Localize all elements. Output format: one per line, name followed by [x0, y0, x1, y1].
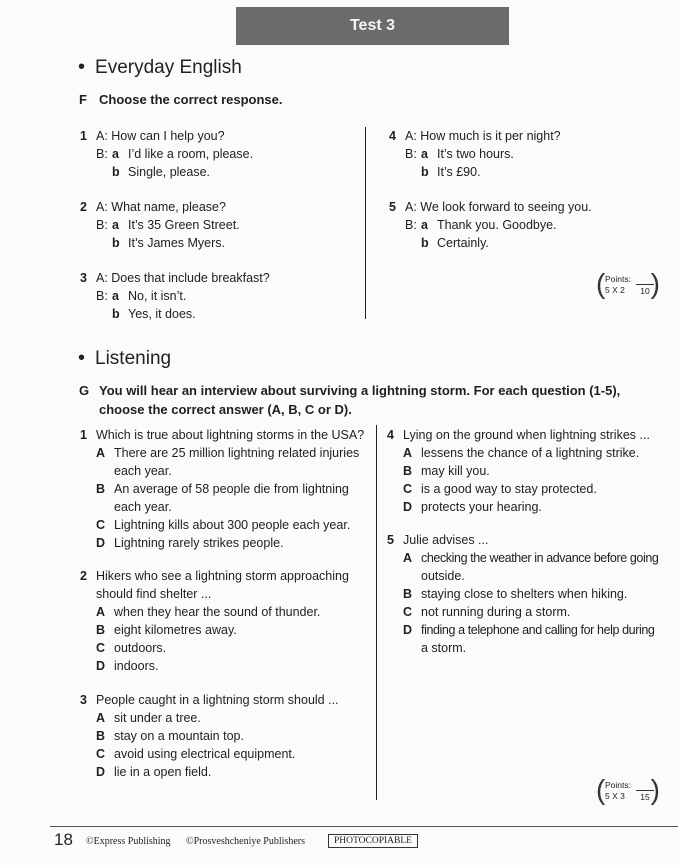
option-letter: A — [96, 605, 106, 619]
points-box-f — [596, 270, 660, 300]
instruction-f — [79, 90, 283, 109]
option-text-cont: each year. — [114, 500, 172, 514]
instruction-text-line1: You will hear an interview about surviving a lightning storm. For each question (1-5), — [99, 383, 621, 398]
speaker-label: B: — [96, 289, 108, 303]
option-text: outdoors. — [114, 641, 167, 655]
question-number: 5 — [389, 200, 396, 214]
speaker-label: B: — [96, 218, 108, 232]
question-g1 — [80, 426, 370, 552]
points-calc: 5 X 2 — [605, 285, 625, 295]
bracket-right-icon: ) — [650, 268, 660, 299]
option-text-cont: a storm. — [421, 641, 467, 655]
option-letter: b — [112, 236, 120, 250]
question-f4 — [389, 127, 669, 181]
option-text: stay on a mountain top. — [114, 729, 244, 743]
section-title: Listening — [95, 348, 172, 369]
option-letter: C — [96, 518, 106, 532]
option-text: may kill you. — [421, 464, 490, 478]
option-letter: A — [403, 446, 413, 460]
option-letter: D — [96, 536, 106, 550]
question-stem-cont: should find shelter ... — [96, 587, 212, 601]
option-text: eight kilometres away. — [114, 623, 237, 637]
publisher-credit-2: ©Prosveshcheniye Publishers — [186, 836, 305, 847]
option-text: Thank you. Goodbye. — [437, 218, 557, 232]
option-letter: a — [112, 218, 119, 232]
option-text: There are 25 million lightning related injuries — [114, 446, 360, 460]
option-text: lie in a open field. — [114, 765, 212, 779]
question-stem: Which is true about lightning storms in the USA? — [96, 428, 365, 442]
question-number: 1 — [80, 129, 87, 143]
question-number: 3 — [80, 693, 87, 707]
photocopiable-label: PHOTOCOPIABLE — [328, 834, 418, 848]
question-prompt: A: How much is it per night? — [405, 129, 561, 143]
question-f3 — [80, 269, 360, 323]
question-number: 2 — [80, 200, 87, 214]
instruction-text: Choose the correct response. — [99, 92, 283, 107]
option-letter: B — [96, 482, 106, 496]
question-stem: Lying on the ground when lightning strikes ... — [403, 428, 650, 442]
option-letter: A — [403, 551, 413, 565]
speaker-label: B: — [405, 147, 417, 161]
option-letter: D — [96, 765, 106, 779]
option-letter: b — [421, 236, 429, 250]
question-prompt: A: Does that include breakfast? — [96, 271, 270, 285]
question-stem: Hikers who see a lightning storm approaching — [96, 569, 349, 583]
question-f1 — [80, 127, 360, 181]
option-letter: a — [112, 147, 119, 161]
column-divider — [365, 127, 366, 319]
option-text: protects your hearing. — [421, 500, 542, 514]
question-prompt: A: How can I help you? — [96, 129, 225, 143]
option-text: It’s £90. — [437, 165, 481, 179]
points-label: Points: — [605, 780, 631, 790]
option-letter: A — [96, 711, 106, 725]
speaker-label: B: — [96, 147, 108, 161]
question-stem: Julie advises ... — [403, 533, 489, 547]
question-g5 — [387, 531, 677, 657]
option-text: Single, please. — [128, 165, 211, 179]
bracket-right-icon: ) — [650, 774, 660, 805]
option-text-cont: outside. — [421, 569, 465, 583]
option-text: It’s two hours. — [437, 147, 514, 161]
option-text: Lightning kills about 300 people each year. — [114, 518, 351, 532]
publisher-credit-1: ©Express Publishing — [86, 836, 171, 847]
option-letter: D — [96, 659, 106, 673]
question-number: 5 — [387, 533, 394, 547]
option-text: lessens the chance of a lightning strike. — [421, 446, 640, 460]
question-f2 — [80, 198, 360, 252]
question-number: 4 — [389, 129, 396, 143]
question-g3 — [80, 691, 370, 781]
option-letter: C — [403, 482, 413, 496]
option-letter: B — [403, 464, 413, 478]
option-text: It’s James Myers. — [128, 236, 226, 250]
question-prompt: A: What name, please? — [96, 200, 226, 214]
option-letter: B — [96, 729, 106, 743]
option-text: finding a telephone and calling for help during — [421, 623, 655, 637]
option-letter: B — [96, 623, 106, 637]
question-number: 2 — [80, 569, 87, 583]
exercise-letter: F — [79, 92, 87, 107]
page-number: 18 — [54, 830, 73, 849]
option-text: not running during a storm. — [421, 605, 571, 619]
bracket-left-icon: ( — [596, 774, 606, 805]
option-letter: D — [403, 500, 413, 514]
question-g2 — [80, 567, 370, 675]
points-total: 15 — [636, 790, 654, 803]
section-heading-listening — [78, 347, 171, 370]
option-text: An average of 58 people die from lightning — [114, 482, 349, 496]
question-number: 3 — [80, 271, 87, 285]
bracket-left-icon: ( — [596, 268, 606, 299]
option-letter: B — [403, 587, 413, 601]
test-banner: Test 3 — [236, 7, 509, 45]
points-calc: 5 X 3 — [605, 791, 625, 801]
points-label: Points: — [605, 274, 631, 284]
column-divider — [376, 425, 377, 800]
option-letter: a — [421, 218, 428, 232]
option-letter: C — [96, 641, 106, 655]
question-f5 — [389, 198, 669, 252]
option-text: avoid using electrical equipment. — [114, 747, 296, 761]
exercise-letter: G — [79, 383, 90, 398]
option-text: indoors. — [114, 659, 159, 673]
option-text: It’s 35 Green Street. — [128, 218, 240, 232]
option-text: checking the weather in advance before going — [421, 551, 659, 565]
option-text: Yes, it does. — [128, 307, 196, 321]
bullet-icon: • — [78, 56, 86, 78]
instruction-text-line2: choose the correct answer (A, B, C or D). — [99, 402, 352, 417]
option-letter: C — [403, 605, 413, 619]
option-text: staying close to shelters when hiking. — [421, 587, 628, 601]
instruction-g — [79, 381, 679, 419]
section-heading-everyday-english — [78, 56, 242, 79]
option-text: sit under a tree. — [114, 711, 201, 725]
option-letter: a — [112, 289, 119, 303]
footer-rule — [50, 826, 678, 827]
question-number: 1 — [80, 428, 87, 442]
option-text: when they hear the sound of thunder. — [114, 605, 321, 619]
question-g4 — [387, 426, 677, 516]
option-letter: b — [421, 165, 429, 179]
option-letter: D — [403, 623, 413, 637]
option-text: Lightning rarely strikes people. — [114, 536, 284, 550]
option-letter: C — [96, 747, 106, 761]
question-prompt: A: We look forward to seeing you. — [405, 200, 592, 214]
option-text: I’d like a room, please. — [128, 147, 254, 161]
option-letter: A — [96, 446, 106, 460]
points-box-g — [596, 776, 660, 806]
section-title: Everyday English — [95, 57, 242, 78]
points-total: 10 — [636, 284, 654, 297]
option-text: Certainly. — [437, 236, 489, 250]
option-letter: b — [112, 165, 120, 179]
option-text-cont: each year. — [114, 464, 172, 478]
option-letter: a — [421, 147, 428, 161]
question-number: 4 — [387, 428, 394, 442]
option-text: No, it isn’t. — [128, 289, 187, 303]
option-text: is a good way to stay protected. — [421, 482, 597, 496]
option-letter: b — [112, 307, 120, 321]
question-stem: People caught in a lightning storm should ... — [96, 693, 339, 707]
speaker-label: B: — [405, 218, 417, 232]
bullet-icon: • — [78, 347, 86, 369]
